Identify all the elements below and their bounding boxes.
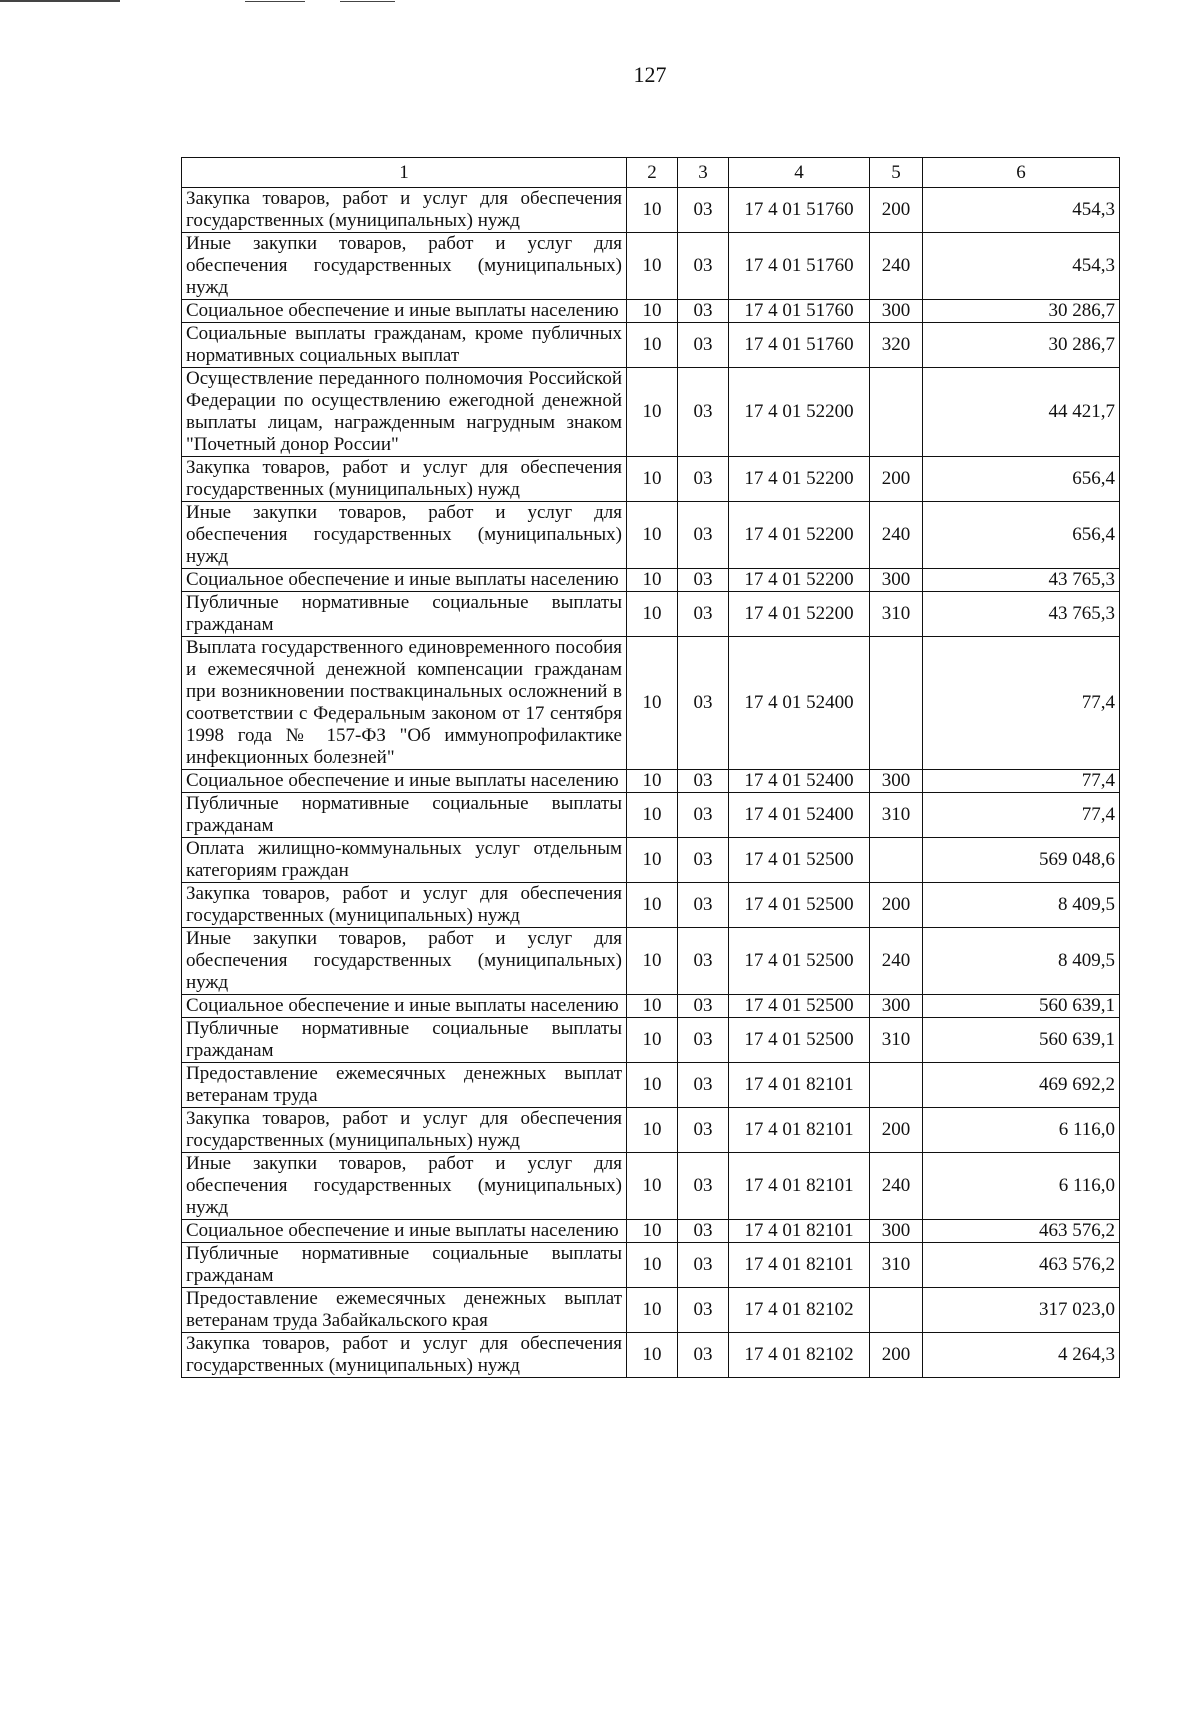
table-row [182, 637, 1120, 770]
cell-expense-type: 200 [870, 883, 923, 928]
cell-subsection: 03 [678, 1288, 729, 1333]
cell-subsection: 03 [678, 502, 729, 569]
cell-amount: 8 409,5 [923, 883, 1120, 928]
table-row [182, 233, 1120, 300]
table-row [182, 323, 1120, 368]
header-col-expense-type: 5 [870, 158, 923, 188]
cell-expense-type: 200 [870, 1108, 923, 1153]
cell-amount: 43 765,3 [923, 592, 1120, 637]
page-number: 127 [633, 62, 667, 87]
table-row [182, 188, 1120, 233]
cell-name: Социальное обеспечение и иные выплаты населению [182, 300, 627, 323]
cell-amount: 4 264,3 [923, 1333, 1120, 1378]
cell-name: Иные закупки товаров, работ и услуг для обеспечения государственных (муниципальных) нужд [182, 502, 627, 569]
cell-amount: 463 576,2 [923, 1243, 1120, 1288]
cell-section: 10 [627, 1108, 678, 1153]
cell-amount: 77,4 [923, 770, 1120, 793]
cell-section: 10 [627, 323, 678, 368]
table-row [182, 793, 1120, 838]
cell-name: Оплата жилищно-коммунальных услуг отдельным категориям граждан [182, 838, 627, 883]
cell-target-code: 17 4 01 82101 [729, 1243, 870, 1288]
header-col-subsection: 3 [678, 158, 729, 188]
cell-section: 10 [627, 1333, 678, 1378]
cell-subsection: 03 [678, 1153, 729, 1220]
cell-target-code: 17 4 01 52400 [729, 637, 870, 770]
cell-expense-type [870, 838, 923, 883]
header-col-amount: 6 [923, 158, 1120, 188]
cell-name: Закупка товаров, работ и услуг для обеспечения государственных (муниципальных) нужд [182, 188, 627, 233]
cell-amount: 317 023,0 [923, 1288, 1120, 1333]
cell-section: 10 [627, 300, 678, 323]
cell-subsection: 03 [678, 592, 729, 637]
cell-amount: 77,4 [923, 637, 1120, 770]
cell-section: 10 [627, 1220, 678, 1243]
cell-expense-type: 310 [870, 793, 923, 838]
table-row [182, 1288, 1120, 1333]
cell-section: 10 [627, 569, 678, 592]
cell-subsection: 03 [678, 188, 729, 233]
table-row [182, 502, 1120, 569]
cell-subsection: 03 [678, 457, 729, 502]
cell-target-code: 17 4 01 52400 [729, 793, 870, 838]
cell-name: Закупка товаров, работ и услуг для обеспечения государственных (муниципальных) нужд [182, 883, 627, 928]
cell-subsection: 03 [678, 1018, 729, 1063]
cell-amount: 44 421,7 [923, 368, 1120, 457]
table-row [182, 1108, 1120, 1153]
cell-expense-type: 240 [870, 1153, 923, 1220]
cell-target-code: 17 4 01 52500 [729, 838, 870, 883]
table-row [182, 1153, 1120, 1220]
cell-target-code: 17 4 01 82102 [729, 1333, 870, 1378]
cell-name: Социальное обеспечение и иные выплаты населению [182, 995, 627, 1018]
cell-target-code: 17 4 01 52200 [729, 457, 870, 502]
cell-subsection: 03 [678, 368, 729, 457]
table-row [182, 928, 1120, 995]
table-row [182, 368, 1120, 457]
cell-amount: 454,3 [923, 233, 1120, 300]
cell-name: Предоставление ежемесячных денежных выплат ветеранам труда Забайкальского края [182, 1288, 627, 1333]
cell-expense-type [870, 1063, 923, 1108]
cell-target-code: 17 4 01 52200 [729, 502, 870, 569]
cell-amount: 43 765,3 [923, 569, 1120, 592]
cell-amount: 6 116,0 [923, 1108, 1120, 1153]
cell-target-code: 17 4 01 52500 [729, 928, 870, 995]
cell-name: Иные закупки товаров, работ и услуг для обеспечения государственных (муниципальных) нужд [182, 1153, 627, 1220]
cell-subsection: 03 [678, 569, 729, 592]
cell-amount: 560 639,1 [923, 995, 1120, 1018]
cell-section: 10 [627, 592, 678, 637]
cell-expense-type [870, 637, 923, 770]
cell-subsection: 03 [678, 637, 729, 770]
cell-section: 10 [627, 457, 678, 502]
cell-expense-type: 300 [870, 1220, 923, 1243]
table-row [182, 1063, 1120, 1108]
cell-subsection: 03 [678, 793, 729, 838]
cell-section: 10 [627, 1153, 678, 1220]
cell-expense-type: 200 [870, 1333, 923, 1378]
cell-target-code: 17 4 01 51760 [729, 233, 870, 300]
cell-amount: 30 286,7 [923, 323, 1120, 368]
cell-expense-type: 240 [870, 233, 923, 300]
cell-subsection: 03 [678, 838, 729, 883]
cell-subsection: 03 [678, 233, 729, 300]
cell-section: 10 [627, 1063, 678, 1108]
cell-amount: 8 409,5 [923, 928, 1120, 995]
cell-name: Социальное обеспечение и иные выплаты населению [182, 569, 627, 592]
cell-name: Социальное обеспечение и иные выплаты населению [182, 1220, 627, 1243]
scan-edge-mark [245, 1, 305, 2]
table-row [182, 838, 1120, 883]
cell-section: 10 [627, 883, 678, 928]
scan-edge-mark [340, 1, 395, 2]
cell-target-code: 17 4 01 82101 [729, 1220, 870, 1243]
cell-section: 10 [627, 1018, 678, 1063]
cell-name: Осуществление переданного полномочия Российской Федерации по осуществлению ежегодной денежной выплаты лицам, награжденным нагрудным знаком "Почетный донор России" [182, 368, 627, 457]
header-col-target-code: 4 [729, 158, 870, 188]
cell-expense-type: 300 [870, 569, 923, 592]
cell-target-code: 17 4 01 52500 [729, 995, 870, 1018]
cell-expense-type [870, 368, 923, 457]
cell-target-code: 17 4 01 51760 [729, 323, 870, 368]
header-row [182, 158, 1120, 188]
cell-section: 10 [627, 838, 678, 883]
table-row [182, 457, 1120, 502]
cell-expense-type: 200 [870, 457, 923, 502]
cell-subsection: 03 [678, 323, 729, 368]
cell-amount: 454,3 [923, 188, 1120, 233]
cell-expense-type: 320 [870, 323, 923, 368]
cell-expense-type: 240 [870, 502, 923, 569]
cell-expense-type: 300 [870, 995, 923, 1018]
cell-section: 10 [627, 1243, 678, 1288]
cell-subsection: 03 [678, 928, 729, 995]
cell-amount: 560 639,1 [923, 1018, 1120, 1063]
cell-expense-type: 200 [870, 188, 923, 233]
cell-section: 10 [627, 502, 678, 569]
cell-section: 10 [627, 637, 678, 770]
table-row [182, 300, 1120, 323]
cell-section: 10 [627, 793, 678, 838]
cell-name: Иные закупки товаров, работ и услуг для обеспечения государственных (муниципальных) нужд [182, 233, 627, 300]
cell-subsection: 03 [678, 1108, 729, 1153]
cell-target-code: 17 4 01 51760 [729, 300, 870, 323]
header-col-name: 1 [182, 158, 627, 188]
cell-name: Публичные нормативные социальные выплаты гражданам [182, 793, 627, 838]
cell-target-code: 17 4 01 52200 [729, 569, 870, 592]
cell-name: Закупка товаров, работ и услуг для обеспечения государственных (муниципальных) нужд [182, 1333, 627, 1378]
cell-section: 10 [627, 770, 678, 793]
table-row [182, 1243, 1120, 1288]
table-body [182, 188, 1120, 1378]
cell-amount: 6 116,0 [923, 1153, 1120, 1220]
scan-edge-mark [0, 0, 120, 2]
cell-amount: 569 048,6 [923, 838, 1120, 883]
table-row [182, 1333, 1120, 1378]
cell-section: 10 [627, 995, 678, 1018]
cell-name: Публичные нормативные социальные выплаты гражданам [182, 1018, 627, 1063]
cell-subsection: 03 [678, 1063, 729, 1108]
table-row [182, 592, 1120, 637]
table-row [182, 569, 1120, 592]
cell-subsection: 03 [678, 995, 729, 1018]
budget-table [181, 157, 1120, 1378]
cell-name: Иные закупки товаров, работ и услуг для обеспечения государственных (муниципальных) нужд [182, 928, 627, 995]
cell-expense-type: 300 [870, 300, 923, 323]
table-row [182, 770, 1120, 793]
table-row [182, 1220, 1120, 1243]
cell-expense-type: 310 [870, 1243, 923, 1288]
cell-subsection: 03 [678, 883, 729, 928]
cell-section: 10 [627, 928, 678, 995]
cell-section: 10 [627, 1288, 678, 1333]
cell-amount: 469 692,2 [923, 1063, 1120, 1108]
cell-name: Предоставление ежемесячных денежных выплат ветеранам труда [182, 1063, 627, 1108]
cell-amount: 656,4 [923, 457, 1120, 502]
cell-subsection: 03 [678, 300, 729, 323]
cell-name: Публичные нормативные социальные выплаты гражданам [182, 1243, 627, 1288]
cell-target-code: 17 4 01 51760 [729, 188, 870, 233]
table-row [182, 883, 1120, 928]
header-col-section: 2 [627, 158, 678, 188]
cell-target-code: 17 4 01 82101 [729, 1063, 870, 1108]
cell-amount: 656,4 [923, 502, 1120, 569]
cell-target-code: 17 4 01 82102 [729, 1288, 870, 1333]
cell-expense-type [870, 1288, 923, 1333]
cell-target-code: 17 4 01 82101 [729, 1153, 870, 1220]
cell-target-code: 17 4 01 82101 [729, 1108, 870, 1153]
cell-expense-type: 300 [870, 770, 923, 793]
cell-target-code: 17 4 01 52200 [729, 368, 870, 457]
cell-name: Социальное обеспечение и иные выплаты населению [182, 770, 627, 793]
cell-expense-type: 240 [870, 928, 923, 995]
cell-target-code: 17 4 01 52400 [729, 770, 870, 793]
cell-name: Закупка товаров, работ и услуг для обеспечения государственных (муниципальных) нужд [182, 457, 627, 502]
cell-subsection: 03 [678, 1220, 729, 1243]
cell-target-code: 17 4 01 52500 [729, 1018, 870, 1063]
cell-section: 10 [627, 233, 678, 300]
cell-target-code: 17 4 01 52200 [729, 592, 870, 637]
table-row [182, 1018, 1120, 1063]
cell-section: 10 [627, 188, 678, 233]
cell-name: Выплата государственного единовременного пособия и ежемесячной денежной компенсации гражданам при возникновении поствакцинальных осложнений в соответствии с Федеральным законом от 17 сентября 1998 года № 157-ФЗ "Об иммунопрофилактике инфекционных болезней" [182, 637, 627, 770]
table-row [182, 995, 1120, 1018]
cell-expense-type: 310 [870, 1018, 923, 1063]
cell-target-code: 17 4 01 52500 [729, 883, 870, 928]
cell-amount: 463 576,2 [923, 1220, 1120, 1243]
cell-expense-type: 310 [870, 592, 923, 637]
cell-name: Социальные выплаты гражданам, кроме публичных нормативных социальных выплат [182, 323, 627, 368]
cell-section: 10 [627, 368, 678, 457]
cell-name: Публичные нормативные социальные выплаты гражданам [182, 592, 627, 637]
table-header [182, 158, 1120, 188]
cell-subsection: 03 [678, 1333, 729, 1378]
cell-subsection: 03 [678, 1243, 729, 1288]
cell-amount: 30 286,7 [923, 300, 1120, 323]
cell-name: Закупка товаров, работ и услуг для обеспечения государственных (муниципальных) нужд [182, 1108, 627, 1153]
cell-amount: 77,4 [923, 793, 1120, 838]
cell-subsection: 03 [678, 770, 729, 793]
